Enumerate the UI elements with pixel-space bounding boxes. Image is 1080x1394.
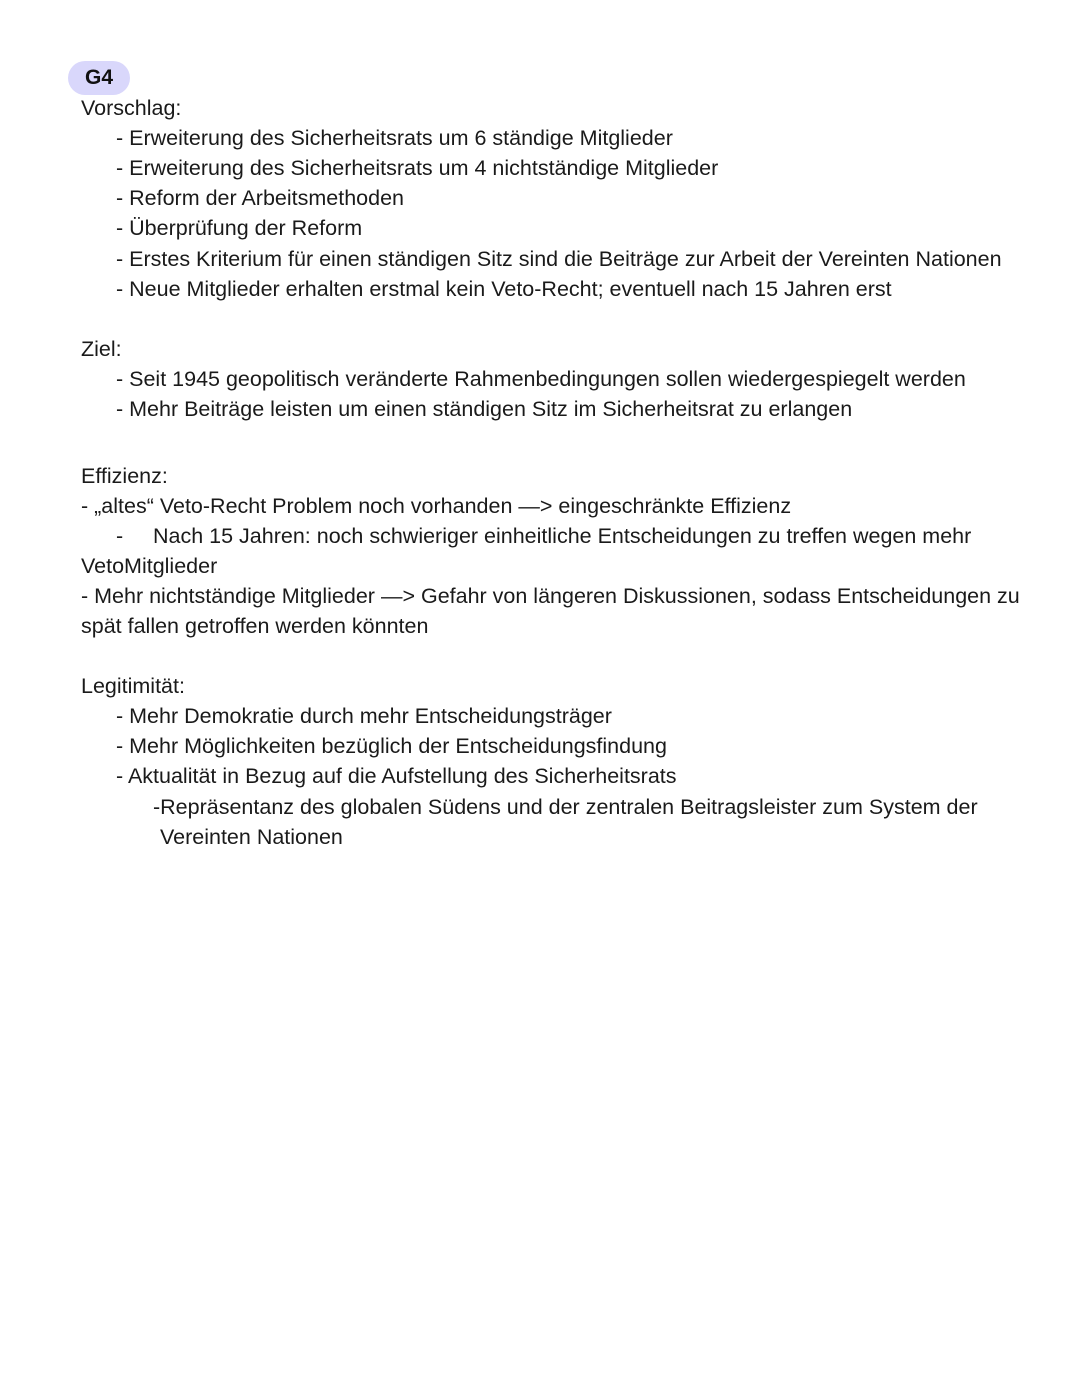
- paragraph-line: Nach 15 Jahren: noch schwieriger einheitliche Entscheidungen zu treffen wegen mehr: [153, 524, 972, 548]
- list-item: - Seit 1945 geopolitisch veränderte Rahmenbedingungen sollen wiedergespiegelt werden: [116, 367, 966, 391]
- bullet-dash: -: [116, 524, 124, 548]
- paragraph-line: - „altes“ Veto-Recht Problem noch vorhanden —> eingeschränkte Effizienz: [81, 494, 792, 518]
- list-item: - Reform der Arbeitsmethoden: [116, 186, 404, 210]
- paragraph-line: - Mehr nichtständige Mitglieder —> Gefahr von längeren Diskussionen, sodass Entscheidungen zu: [81, 584, 1020, 608]
- list-item: - Erweiterung des Sicherheitsrats um 6 ständige Mitglieder: [116, 126, 673, 150]
- list-item: - Neue Mitglieder erhalten erstmal kein Veto-Recht; eventuell nach 15 Jahren erst: [116, 277, 892, 301]
- list-item: - Erstes Kriterium für einen ständigen Sitz sind die Beiträge zur Arbeit der Vereinten Nationen: [116, 247, 1002, 271]
- sub-list-item: -Repräsentanz des globalen Südens und der zentralen Beitragsleister zum System der: [153, 795, 978, 819]
- group-badge: G4: [68, 61, 130, 95]
- list-item: - Mehr Demokratie durch mehr Entscheidungsträger: [116, 704, 612, 728]
- section-title-effizienz: Effizienz:: [81, 464, 168, 488]
- section-title-legitimitaet: Legitimität:: [81, 674, 185, 698]
- list-item: - Aktualität in Bezug auf die Aufstellung des Sicherheitsrats: [116, 764, 677, 788]
- list-item: - Mehr Beiträge leisten um einen ständigen Sitz im Sicherheitsrat zu erlangen: [116, 397, 853, 421]
- paragraph-line: spät fallen getroffen werden könnten: [81, 614, 429, 638]
- section-title-ziel: Ziel:: [81, 337, 122, 361]
- paragraph-line: VetoMitglieder: [81, 554, 218, 578]
- sub-list-item: Vereinten Nationen: [160, 825, 343, 849]
- list-item: - Erweiterung des Sicherheitsrats um 4 nichtständige Mitglieder: [116, 156, 719, 180]
- section-title-vorschlag: Vorschlag:: [81, 96, 182, 120]
- list-item: - Überprüfung der Reform: [116, 216, 363, 240]
- list-item: - Mehr Möglichkeiten bezüglich der Entscheidungsfindung: [116, 734, 667, 758]
